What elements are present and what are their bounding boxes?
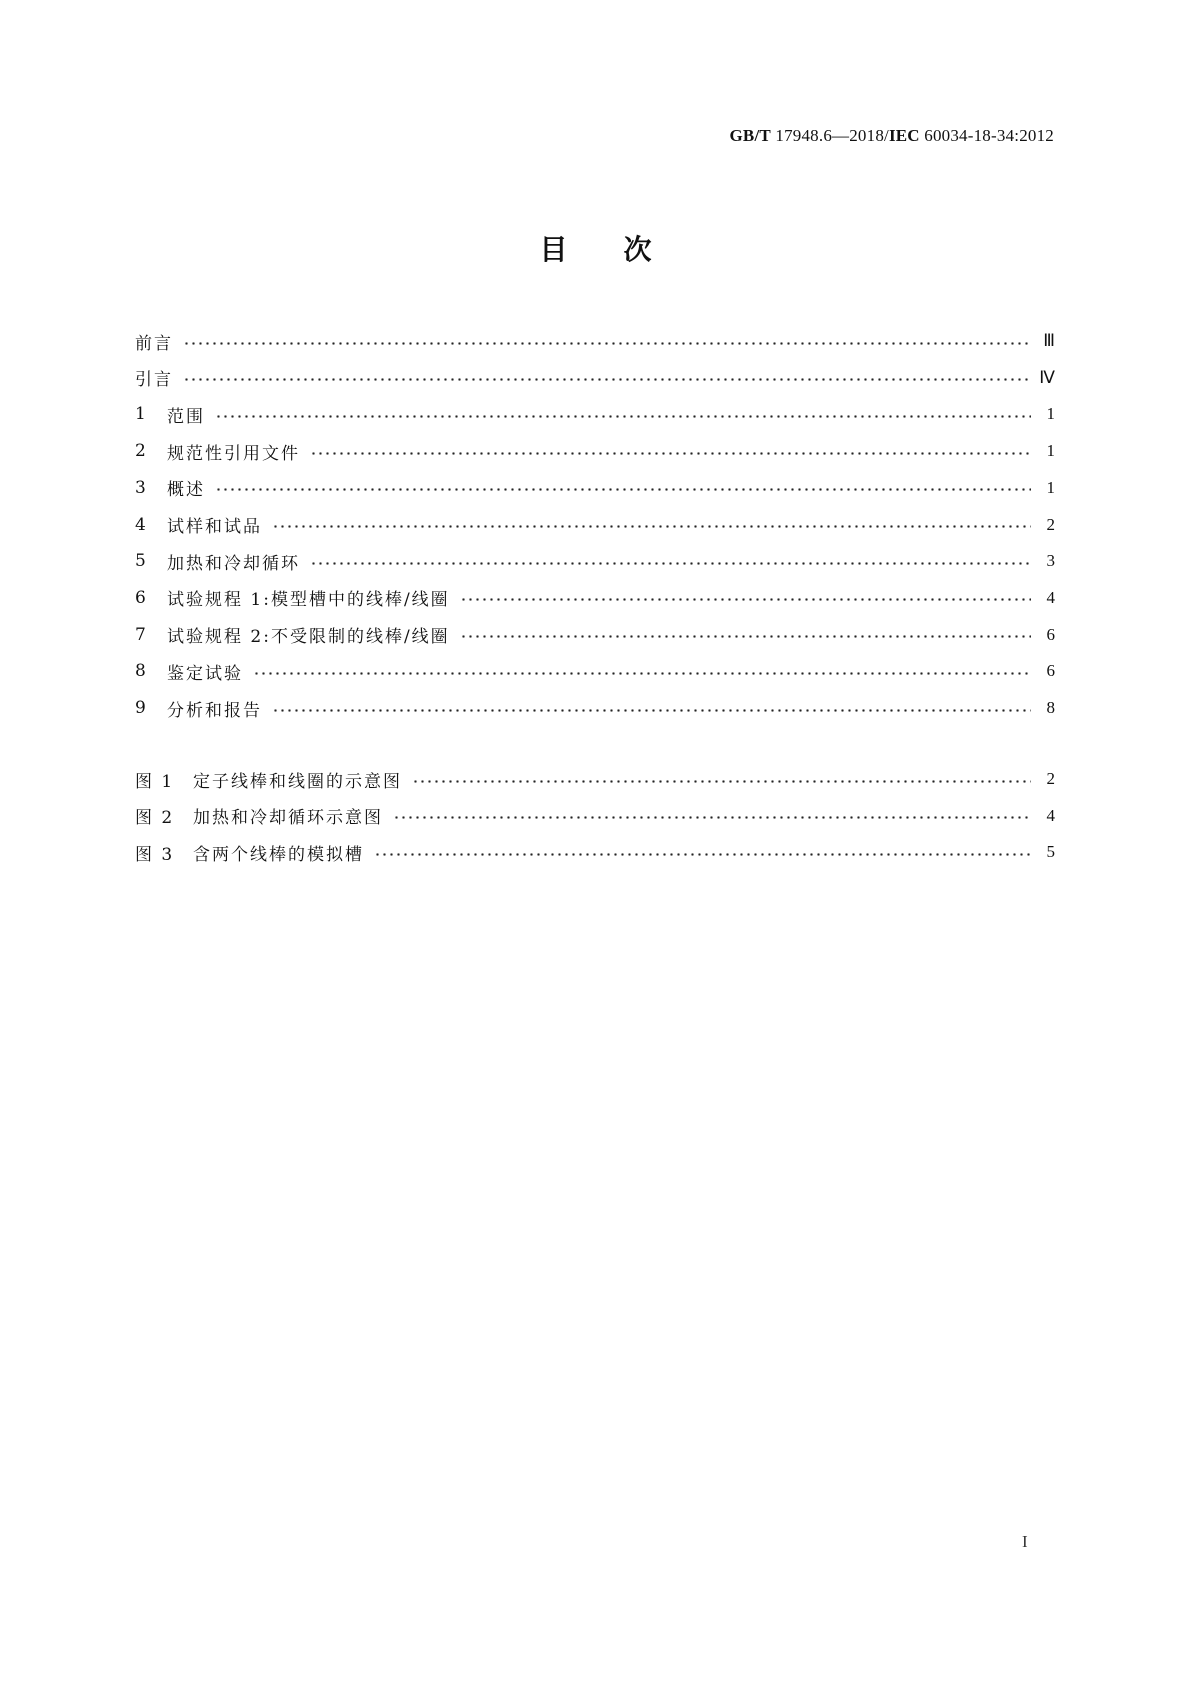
entry-title: 定子线棒和线圈的示意图 — [193, 771, 402, 792]
toc-entry[interactable] — [135, 401, 1055, 427]
entry-title: 前言 — [135, 333, 173, 354]
entry-title: 试验规程 1:模型槽中的线棒/线圈 — [167, 590, 450, 611]
entry-number: 9 — [135, 698, 148, 718]
entry-number: 7 — [135, 624, 148, 645]
figure-list-item[interactable] — [135, 839, 1055, 865]
dot-leader — [215, 415, 1031, 418]
toc-entry[interactable] — [135, 622, 1055, 648]
dot-leader — [183, 342, 1031, 345]
dot-leader — [183, 378, 1029, 381]
dot-leader — [310, 452, 1031, 455]
entry-number: 图 1 — [135, 771, 175, 792]
toc-entry[interactable] — [135, 438, 1055, 464]
standard-code: GB/T — [729, 126, 771, 145]
dot-leader — [253, 672, 1031, 675]
entry-number: 图 2 — [135, 808, 175, 829]
iec-label: IEC — [888, 126, 920, 145]
standard-number: 17948.6—2018/ — [770, 126, 889, 145]
entry-number: 1 — [135, 404, 148, 425]
entry-number: 4 — [135, 514, 148, 535]
dot-leader — [460, 598, 1031, 601]
figure-list-item[interactable] — [135, 803, 1055, 829]
entry-title: 规范性引用文件 — [167, 443, 300, 464]
dot-leader — [272, 525, 1031, 528]
entry-page-number: 5 — [1046, 842, 1055, 862]
dot-leader — [310, 562, 1031, 565]
page-number: I — [1022, 1532, 1028, 1551]
entry-page-number: 8 — [1046, 698, 1055, 717]
dot-leader — [215, 488, 1031, 491]
entry-page-number: 2 — [1046, 769, 1055, 788]
entry-page-number: Ⅲ — [1043, 331, 1055, 350]
iec-number: 60034-18-34:2012 — [919, 126, 1054, 145]
entry-page-number: 3 — [1046, 551, 1055, 571]
entry-page-number: 6 — [1046, 624, 1055, 644]
entry-title: 含两个线棒的模拟槽 — [193, 844, 364, 865]
document-code-header — [729, 126, 1054, 146]
dot-leader — [272, 709, 1031, 712]
entry-title: 加热和冷却循环 — [167, 553, 300, 574]
entry-page-number: Ⅳ — [1039, 367, 1055, 387]
entry-page-number: 1 — [1046, 404, 1055, 424]
entry-number: 2 — [135, 441, 148, 462]
toc-entry[interactable] — [135, 695, 1055, 721]
dot-leader — [374, 853, 1031, 856]
entry-page-number: 2 — [1046, 514, 1055, 534]
page-title: 目次 — [539, 233, 708, 266]
entry-title: 概述 — [167, 480, 205, 501]
toc-entry[interactable] — [135, 512, 1055, 538]
toc-entry[interactable] — [135, 585, 1055, 611]
entry-number: 图 3 — [135, 844, 175, 865]
figure-list-item[interactable] — [135, 766, 1055, 792]
entry-page-number: 4 — [1046, 587, 1055, 607]
toc-entry[interactable] — [135, 548, 1055, 574]
entry-title: 引言 — [135, 370, 173, 391]
entry-title: 鉴定试验 — [167, 663, 243, 684]
entry-number: 6 — [135, 587, 148, 608]
entry-title: 试样和试品 — [167, 517, 262, 537]
entry-number: 3 — [135, 477, 148, 498]
entry-title: 试验规程 2:不受限制的线棒/线圈 — [167, 627, 450, 648]
dot-leader — [412, 780, 1031, 783]
toc-entry[interactable] — [135, 658, 1055, 684]
entry-title: 加热和冷却循环示意图 — [193, 808, 383, 829]
dot-leader — [460, 635, 1031, 638]
entry-number: 8 — [135, 661, 148, 682]
dot-leader — [393, 816, 1031, 819]
toc-entry[interactable] — [135, 475, 1055, 501]
entry-page-number: 6 — [1046, 661, 1055, 681]
toc-entry[interactable] — [135, 365, 1055, 391]
entry-page-number: 1 — [1046, 441, 1055, 461]
entry-title: 分析和报告 — [167, 700, 262, 721]
entry-page-number: 1 — [1046, 477, 1055, 497]
toc-entry[interactable] — [135, 328, 1055, 354]
entry-number: 5 — [135, 551, 148, 572]
entry-page-number: 4 — [1046, 805, 1055, 825]
entry-title: 范围 — [167, 406, 205, 427]
